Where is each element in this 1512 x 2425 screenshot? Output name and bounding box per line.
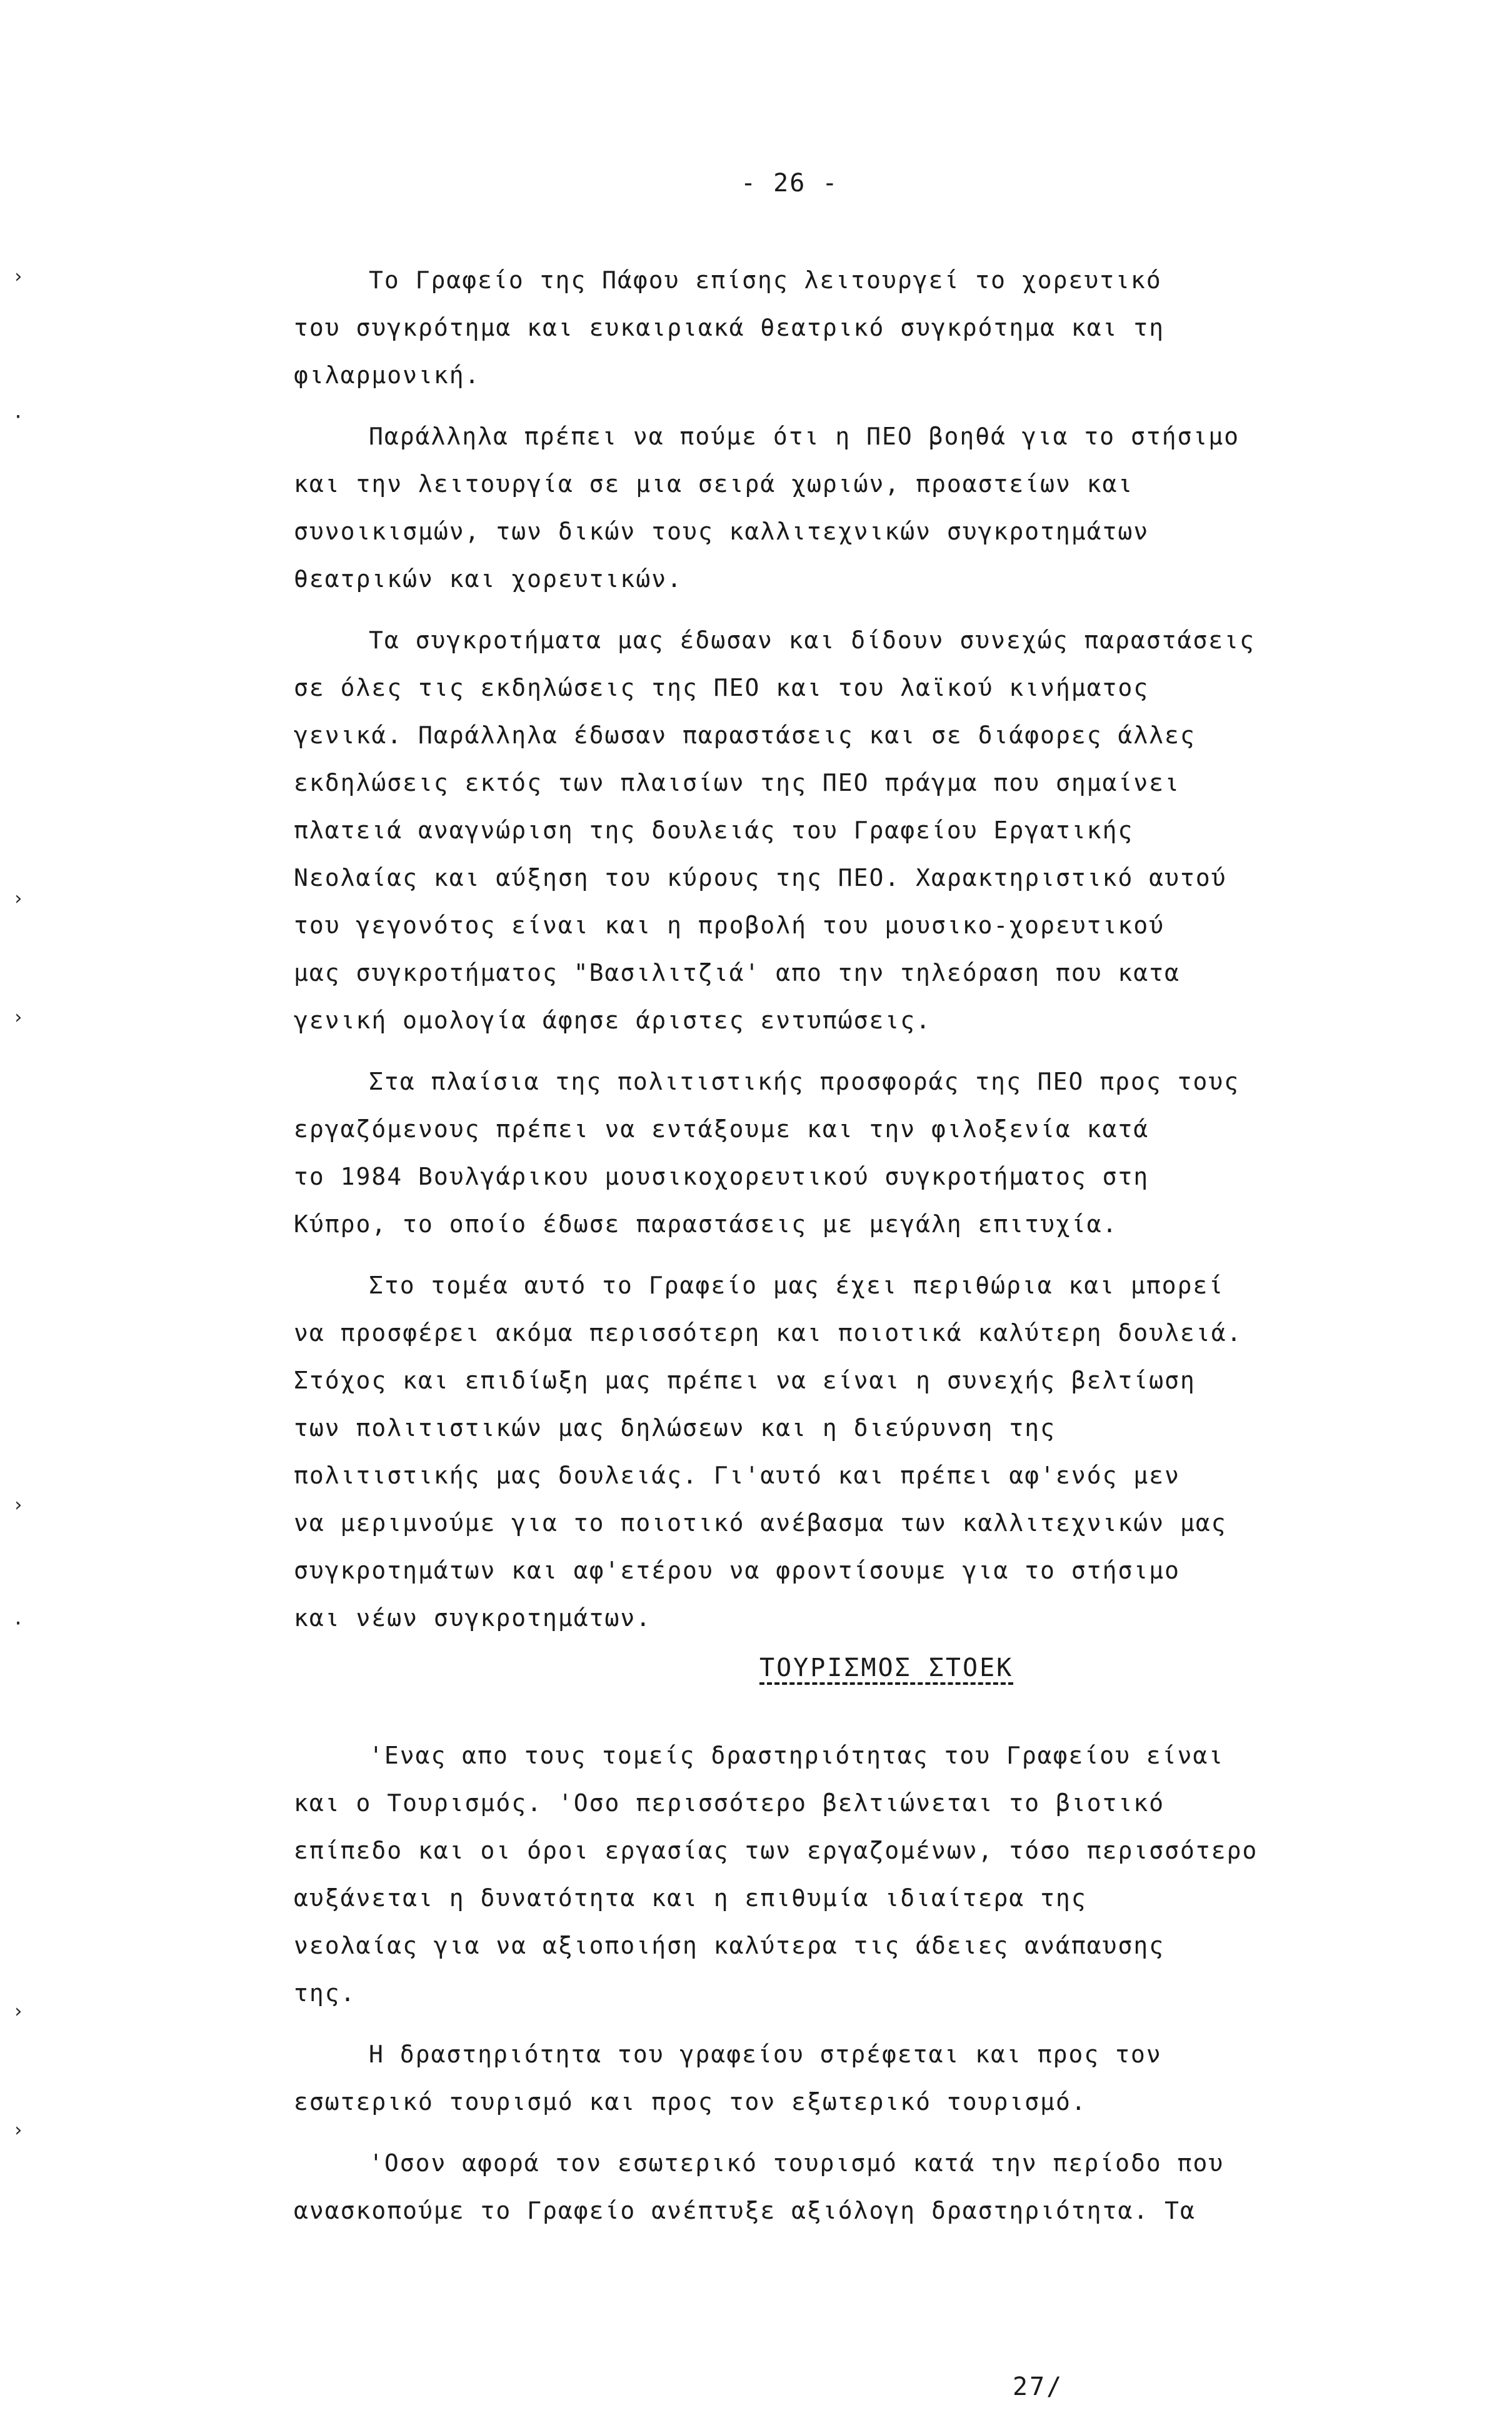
footer-page-reference: 27/ bbox=[1013, 2372, 1064, 2401]
text-line: και ο Τουρισμός. 'Οσο περισσότερο βελτιώνεται το βιοτικό bbox=[294, 1789, 1165, 1817]
text-line: και την λειτουργία σε μια σειρά χωριών, προαστείων και bbox=[294, 470, 1134, 498]
text-line: να μεριμνούμε για το ποιοτικό ανέβασμα των καλλιτεχνικών μας bbox=[294, 1509, 1227, 1537]
text-line: αυξάνεται η δυνατότητα και η επιθυμία ιδιαίτερα της bbox=[294, 1884, 1087, 1912]
text-line: Η δραστηριότητα του γραφείου στρέφεται και προς τον bbox=[369, 2041, 1162, 2068]
body-text-bottom bbox=[294, 1732, 1500, 2248]
margin-mark: · bbox=[13, 406, 24, 428]
margin-mark: › bbox=[13, 2001, 24, 2022]
text-line: φιλαρμονική. bbox=[294, 361, 481, 389]
paragraph bbox=[294, 2139, 1500, 2234]
paragraph bbox=[294, 1732, 1500, 2017]
text-line: Στα πλαίσια της πολιτιστικής προσφοράς της ΠΕΟ προς τους bbox=[369, 1068, 1240, 1095]
text-line: νεολαίας για να αξιοποιήση καλύτερα τις άδειες ανάπαυσης bbox=[294, 1932, 1165, 1959]
margin-mark: › bbox=[13, 1007, 24, 1028]
page-number: - 26 - bbox=[741, 169, 839, 198]
text-line: θεατρικών και χορευτικών. bbox=[294, 565, 683, 593]
text-line: Το Γραφείο της Πάφου επίσης λειτουργεί το χορευτικό bbox=[369, 266, 1162, 294]
margin-mark: › bbox=[13, 266, 24, 288]
text-line: εσωτερικό τουρισμό και προς τον εξωτερικό τουρισμό. bbox=[294, 2088, 1087, 2116]
margin-mark: › bbox=[13, 1494, 24, 1516]
margin-mark: › bbox=[13, 888, 24, 910]
text-line: συγκροτημάτων και αφ'ετέρου να φροντίσουμε για το στήσιμο bbox=[294, 1557, 1181, 1584]
text-line: Στόχος και επιδίωξη μας πρέπει να είναι η συνεχής βελτίωση bbox=[294, 1367, 1196, 1394]
section-heading: ΤΟΥΡΙΣΜΟΣ ΣΤΟΕΚ bbox=[759, 1654, 1014, 1682]
text-line: και νέων συγκροτημάτων. bbox=[294, 1604, 652, 1632]
text-line: του γεγονότος είναι και η προβολή του μουσικο-χορευτικού bbox=[294, 911, 1165, 939]
paragraph bbox=[294, 413, 1500, 603]
text-line: Κύπρο, το οποίο έδωσε παραστάσεις με μεγάλη επιτυχία. bbox=[294, 1210, 1118, 1238]
text-line: μας συγκροτήματος "Βασιλιτζιά' απο την τηλεόραση που κατα bbox=[294, 959, 1181, 987]
text-line: των πολιτιστικών μας δηλώσεων και η διεύρυνση της bbox=[294, 1414, 1056, 1442]
text-line: πολιτιστικής μας δουλειάς. Γι'αυτό και πρέπει αφ'ενός μεν bbox=[294, 1462, 1181, 1489]
text-line: του συγκρότημα και ευκαιριακά θεατρικό συγκρότημα και τη bbox=[294, 314, 1165, 341]
paragraph bbox=[294, 616, 1500, 1044]
text-line: 'Οσον αφορά τον εσωτερικό τουρισμό κατά την περίοδο που bbox=[369, 2149, 1224, 2177]
text-line: Παράλληλα πρέπει να πούμε ότι η ΠΕΟ βοηθά για το στήσιμο bbox=[369, 423, 1240, 450]
text-line: γενική ομολογία άφησε άριστες εντυπώσεις. bbox=[294, 1007, 931, 1034]
text-line: γενικά. Παράλληλα έδωσαν παραστάσεις και σε διάφορες άλλες bbox=[294, 721, 1196, 749]
text-line: της. bbox=[294, 1979, 356, 2007]
text-line: το 1984 Βουλγάρικου μουσικοχορευτικού συγκροτήματος στη bbox=[294, 1163, 1149, 1190]
text-line: εργαζόμενους πρέπει να εντάξουμε και την φιλοξενία κατά bbox=[294, 1115, 1149, 1143]
text-line: εκδηλώσεις εκτός των πλαισίων της ΠΕΟ πράγμα που σημαίνει bbox=[294, 769, 1181, 796]
text-line: ανασκοπούμε το Γραφείο ανέπτυξε αξιόλογη δραστηριότητα. Τα bbox=[294, 2197, 1196, 2224]
text-line: πλατειά αναγνώριση της δουλειάς του Γραφείου Εργατικής bbox=[294, 816, 1134, 844]
text-line: συνοικισμών, των δικών τους καλλιτεχνικών συγκροτημάτων bbox=[294, 518, 1149, 545]
text-line: επίπεδο και οι όροι εργασίας των εργαζομένων, τόσο περισσότερο bbox=[294, 1837, 1258, 1864]
margin-mark: · bbox=[13, 1613, 24, 1635]
text-line: να προσφέρει ακόμα περισσότερη και ποιοτικά καλύτερη δουλειά. bbox=[294, 1319, 1243, 1347]
paragraph bbox=[294, 256, 1500, 399]
text-line: 'Ενας απο τους τομείς δραστηριότητας του Γραφείου είναι bbox=[369, 1742, 1224, 1769]
paragraph bbox=[294, 1058, 1500, 1248]
paragraph bbox=[294, 1262, 1500, 1642]
paragraph bbox=[294, 2031, 1500, 2126]
text-line: Νεολαίας και αύξηση του κύρους της ΠΕΟ. Χαρακτηριστικό αυτού bbox=[294, 864, 1227, 891]
margin-mark: › bbox=[13, 2119, 24, 2141]
text-line: σε όλες τις εκδηλώσεις της ΠΕΟ και του λαϊκού κινήματος bbox=[294, 674, 1149, 701]
text-line: Στο τομέα αυτό το Γραφείο μας έχει περιθώρια και μπορεί bbox=[369, 1272, 1224, 1299]
text-line: Τα συγκροτήματα μας έδωσαν και δίδουν συνεχώς παραστάσεις bbox=[369, 626, 1256, 654]
body-text-top bbox=[294, 256, 1500, 1655]
